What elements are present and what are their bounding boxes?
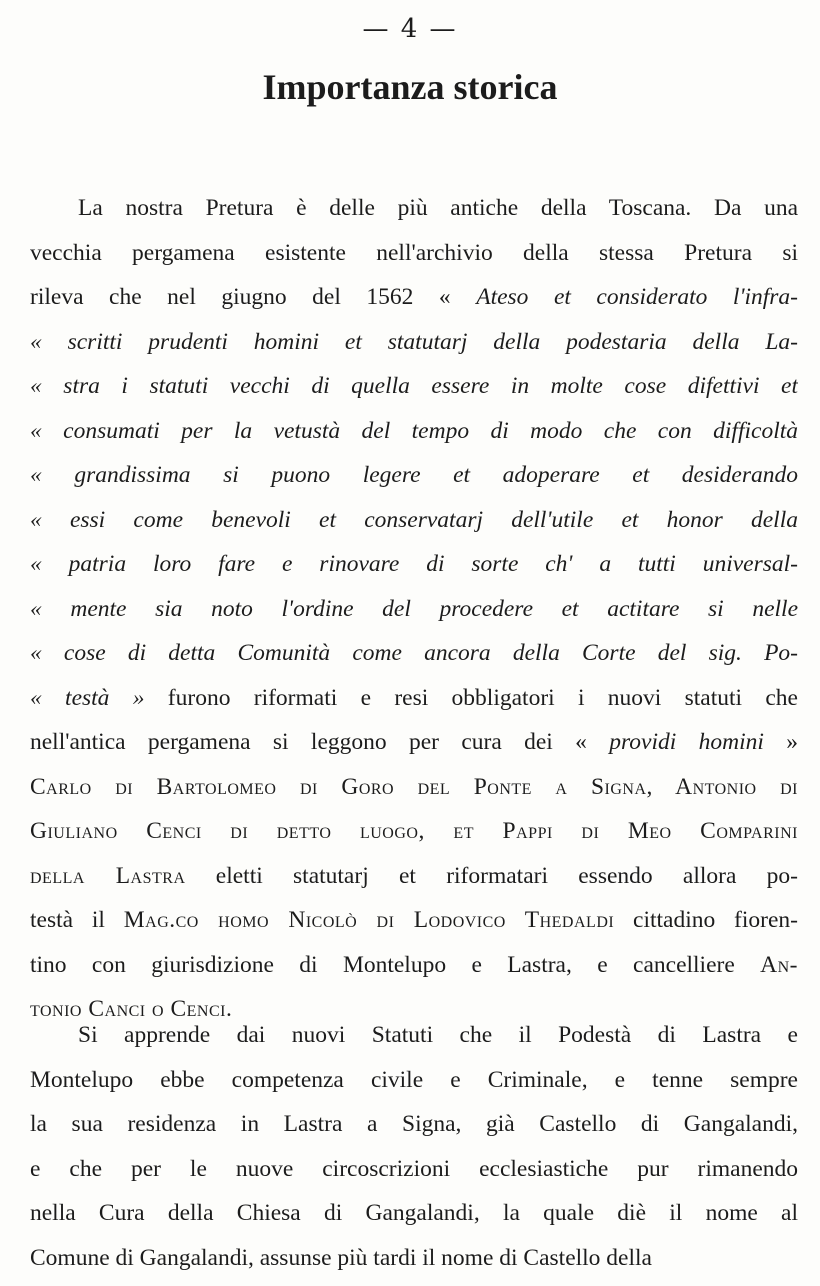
text-line xyxy=(30,1058,798,1103)
text-line xyxy=(30,275,798,320)
text-segment: testà il xyxy=(30,907,124,933)
text-segment: « scritti prudenti homini et statutarj della podestaria della La- xyxy=(30,328,798,355)
text-line xyxy=(30,320,798,365)
page-title: Importanza storica xyxy=(262,67,558,107)
text-line xyxy=(30,765,798,810)
text-segment: Comune di Gangalandi, assunse più tardi il nome di Castello della xyxy=(30,1244,652,1271)
text-line xyxy=(30,587,798,632)
text-segment: Mag.co homo Nicolò di Lodovico Thedaldi xyxy=(123,907,615,933)
text-segment: « patria loro fare e rinovare di sorte ch' a tutti universal- xyxy=(30,551,798,577)
text-segment: « consumati per la vetustà del tempo di modo che con difficoltà xyxy=(30,417,798,444)
text-segment: Si apprende dai nuovi Statuti che il Podestà di Lastra e xyxy=(78,1022,798,1048)
text-line xyxy=(30,854,798,899)
text-line xyxy=(30,1236,798,1281)
text-segment: rileva che nel giugno del 1562 « xyxy=(30,284,477,310)
text-segment: furono riformati e resi obbligatori i nuovi statuti che xyxy=(144,684,798,711)
text-line xyxy=(30,542,798,587)
text-segment: Giuliano Cenci di detto luogo, et Pappi di Meo Comparini xyxy=(30,818,798,844)
text-line xyxy=(30,943,798,988)
text-line xyxy=(30,1191,798,1236)
text-line xyxy=(30,676,798,721)
text-segment: eletti statutarj et riformatari essendo allora po- xyxy=(185,862,798,889)
text-segment: Ateso et considerato l'infra- xyxy=(476,284,798,310)
text-segment: providi homini xyxy=(609,729,764,755)
text-segment: Carlo di Bartolomeo di Goro del Ponte a Signa, Antonio di xyxy=(30,773,798,800)
text-line xyxy=(30,1013,798,1058)
text-segment: Montelupo ebbe competenza civile e Criminale, e tenne sempre xyxy=(30,1066,798,1093)
text-segment: della Lastra xyxy=(30,862,186,889)
text-segment: « essi come benevoli et conservatarj dell'utile et honor della xyxy=(30,506,798,533)
text-segment: la sua residenza in Lastra a Signa, già Castello di Gangalandi, xyxy=(30,1111,798,1137)
text-segment: « mente sia noto l'ordine del procedere et actitare si nelle xyxy=(30,595,798,622)
paragraph-2 xyxy=(30,1013,798,1280)
text-segment: « cose di detta Comunità come ancora della Corte del sig. Po- xyxy=(30,640,798,666)
text-line xyxy=(30,809,798,854)
text-segment: « grandissima si puono legere et adoperare et desiderando xyxy=(30,462,798,488)
text-segment: tino con giurisdizione di Montelupo e Lastra, e cancelliere xyxy=(30,951,761,978)
text-line xyxy=(30,720,798,765)
text-segment: An- xyxy=(760,951,798,978)
text-segment: » xyxy=(763,729,798,755)
text-line xyxy=(30,453,798,498)
text-segment: cittadino fioren- xyxy=(614,907,798,933)
paragraph-1 xyxy=(30,186,798,1032)
text-segment: tonio Canci o Cenci. xyxy=(30,996,233,1022)
text-segment: « testà » xyxy=(30,684,145,711)
text-segment: nella Cura della Chiesa di Gangalandi, la quale diè il nome al xyxy=(30,1200,798,1226)
text-segment: nell'antica pergamena si leggono per cura dei « xyxy=(30,729,610,755)
text-segment: e che per le nuove circoscrizioni ecclesiastiche pur rimanendo xyxy=(30,1155,798,1182)
text-line xyxy=(30,409,798,454)
text-line xyxy=(30,898,798,943)
text-segment: vecchia pergamena esistente nell'archivio della stessa Pretura si xyxy=(30,239,798,266)
page-number: — 4 — xyxy=(362,14,458,44)
text-line xyxy=(30,1147,798,1192)
text-line xyxy=(30,364,798,409)
text-line xyxy=(30,1102,798,1147)
text-line xyxy=(30,186,798,231)
text-line xyxy=(30,631,798,676)
text-line xyxy=(30,231,798,276)
text-segment: La nostra Pretura è delle più antiche della Toscana. Da una xyxy=(78,195,798,221)
text-segment: « stra i statuti vecchi di quella essere in molte cose difettivi et xyxy=(30,373,798,399)
text-line xyxy=(30,498,798,543)
